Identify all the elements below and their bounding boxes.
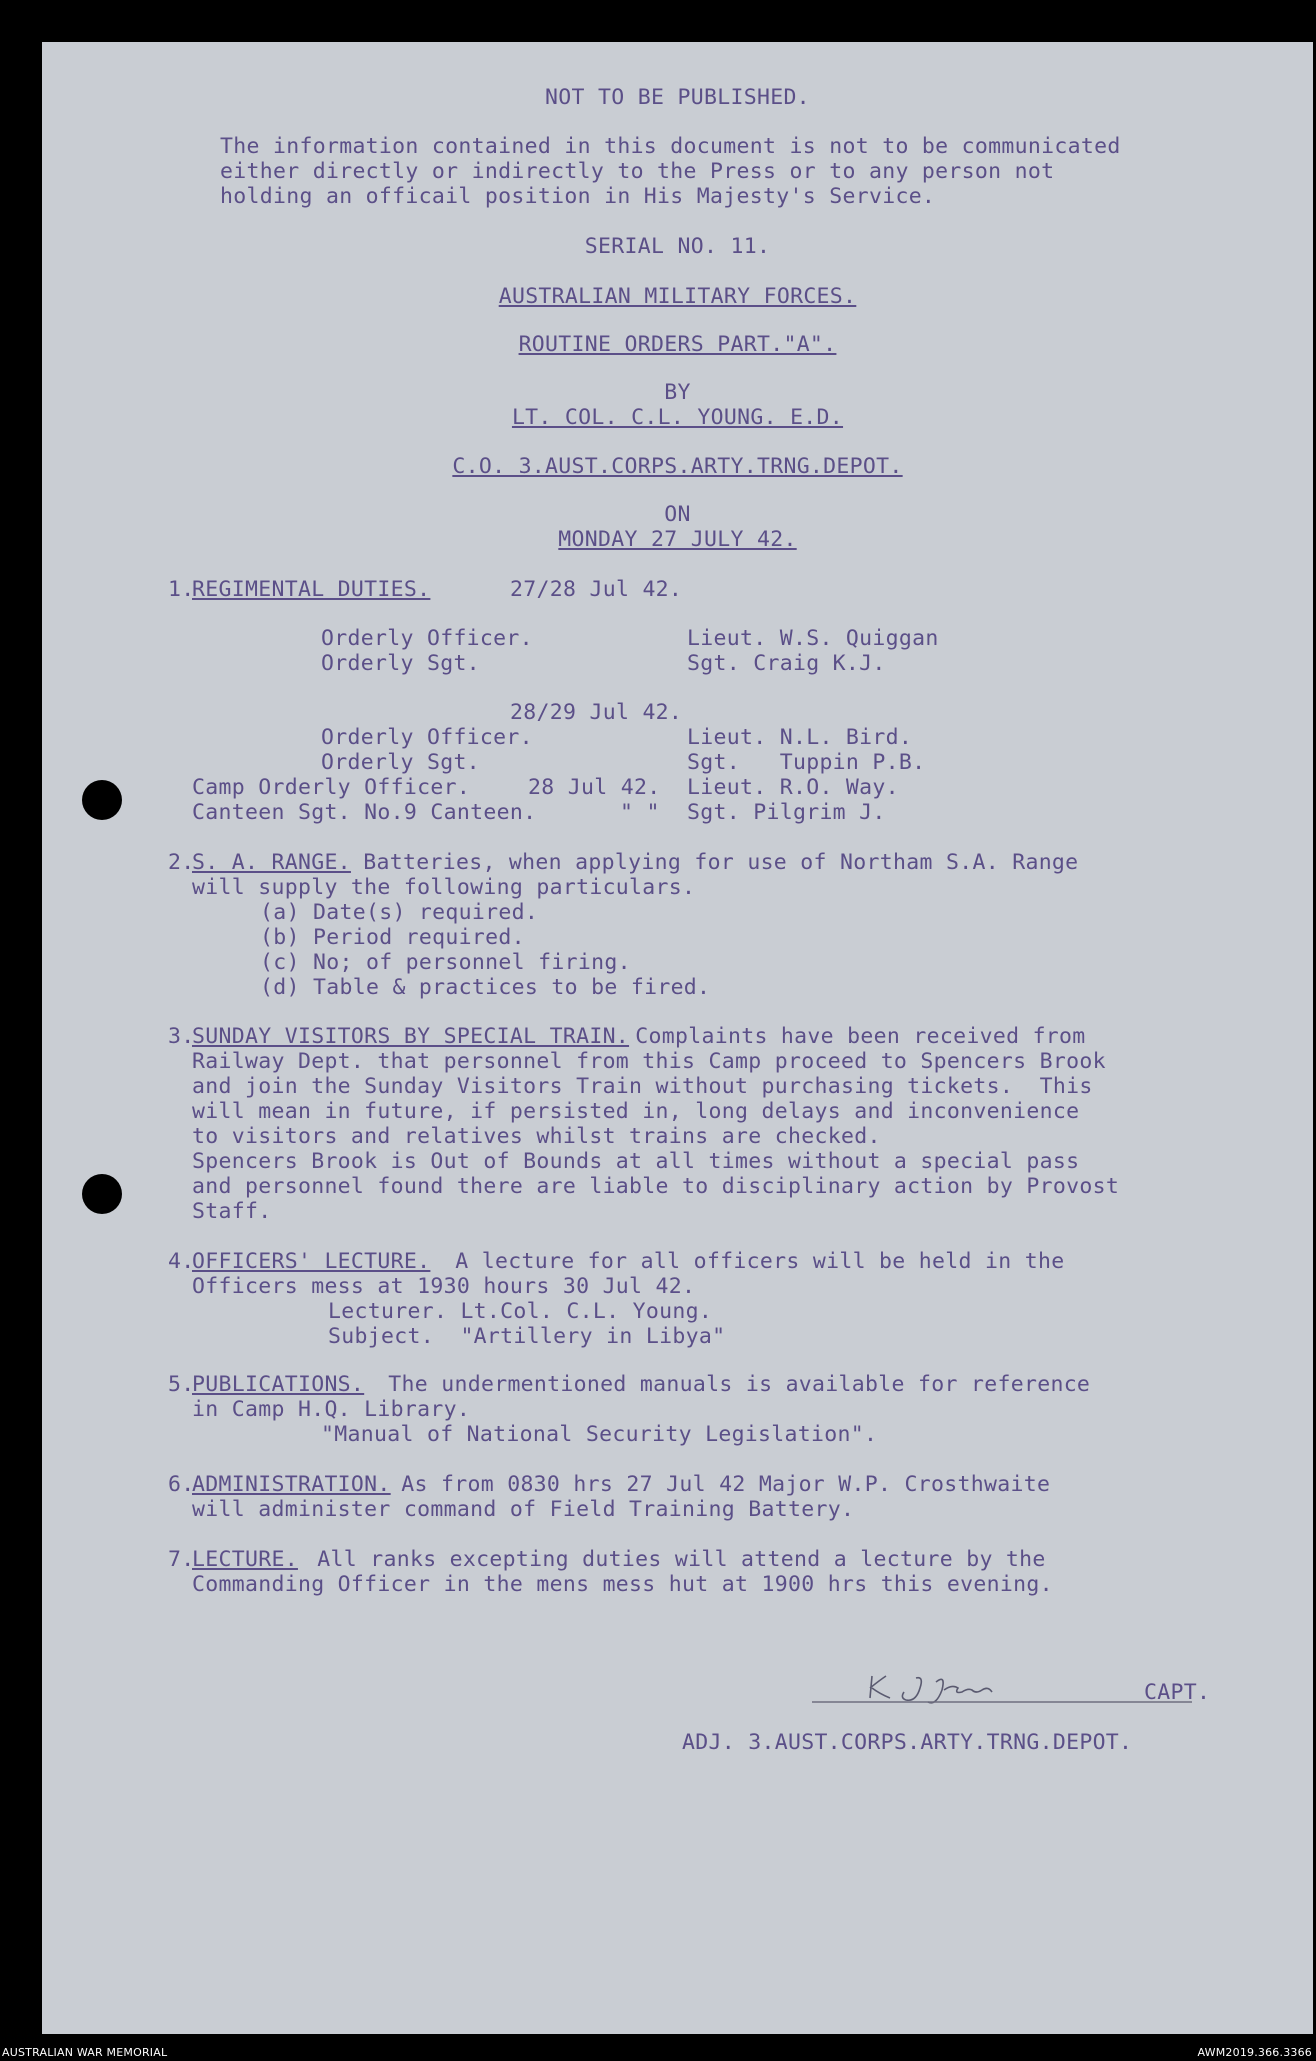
manual-title: "Manual of National Security Legislation". [321,1422,878,1447]
section-title-publications: PUBLICATIONS. [192,1372,365,1397]
item-number: 5. [168,1372,195,1397]
duty-value: Lieut. W.S. Quiggan [687,626,939,651]
section-title-lecture: LECTURE. [192,1547,298,1572]
notice-line: holding an officail position in His Majesty's Service. [220,184,936,209]
signatory-rank: CAPT. [1144,1680,1211,1705]
duty-label: Orderly Sgt. [321,750,480,775]
paragraph-line: and join the Sunday Visitors Train without purchasing tickets. This [192,1074,1093,1099]
list-item: (c) No; of personnel firing. [260,950,631,975]
item-number: 2. [168,850,195,875]
item-number: 3. [168,1024,195,1049]
section-title-sa-range: S. A. RANGE. [192,850,351,875]
orders-heading: ROUTINE ORDERS PART."A". [518,332,837,357]
item-number: 7. [168,1547,195,1572]
list-item: (a) Date(s) required. [260,900,539,925]
subject-line: Subject. "Artillery in Libya" [328,1324,726,1349]
paragraph-line: As from 0830 hrs 27 Jul 42 Major W.P. Crosthwaite [388,1472,1051,1497]
archive-reference: AWM2019.366.3366 [1197,2046,1312,2059]
serial-number: SERIAL NO. 11. [584,234,771,259]
duty-value: Lieut. N.L. Bird. [687,725,913,750]
item-number: 6. [168,1472,195,1497]
section-title-administration: ADMINISTRATION. [192,1472,391,1497]
ditto-marks: " " [620,800,660,825]
handwritten-signature [812,1672,1192,1706]
duty-date: 27/28 Jul 42. [510,577,683,602]
list-item: (d) Table & practices to be fired. [260,975,711,1000]
paragraph-line: and personnel found there are liable to disciplinary action by Provost [192,1174,1120,1199]
punch-hole [82,780,122,820]
signatory-title: ADJ. 3.AUST.CORPS.ARTY.TRNG.DEPOT. [682,1730,1133,1755]
unit-name: C.O. 3.AUST.CORPS.ARTY.TRNG.DEPOT. [452,454,903,479]
paragraph-line: Commanding Officer in the mens mess hut at 1900 hrs this evening. [192,1572,1053,1597]
duty-label: Camp Orderly Officer. [192,775,471,800]
document-page [42,42,1313,2034]
punch-hole [82,1174,122,1214]
forces-heading: AUSTRALIAN MILITARY FORCES. [498,284,857,309]
paragraph-line: Staff. [192,1199,272,1224]
item-number: 1. [168,577,195,602]
paragraph-line: Railway Dept. that personnel from this Camp proceed to Spencers Brook [192,1049,1106,1074]
duty-value: Sgt. Pilgrim J. [687,800,886,825]
paragraph-line: will administer command of Field Training Battery. [192,1497,855,1522]
duty-value: Sgt. Tuppin P.B. [687,750,926,775]
by-line: BY [664,380,691,405]
duty-value: Lieut. R.O. Way. [687,775,899,800]
notice-line: either directly or indirectly to the Press or to any person not [220,159,1055,184]
duty-label: Orderly Officer. [321,626,533,651]
commanding-officer: LT. COL. C.L. YOUNG. E.D. [511,405,844,430]
duty-value: Sgt. Craig K.J. [687,651,886,676]
section-title-regimental-duties: REGIMENTAL DUTIES. [192,577,431,602]
paragraph-line: will mean in future, if persisted in, long delays and inconvenience [192,1099,1080,1124]
duty-label: Orderly Officer. [321,725,533,750]
paragraph-line: All ranks excepting duties will attend a lecture by the [304,1547,1046,1572]
list-item: (b) Period required. [260,925,525,950]
order-date: MONDAY 27 JULY 42. [558,527,797,552]
paragraph-line: in Camp H.Q. Library. [192,1397,471,1422]
paragraph-line: Batteries, when applying for use of Northam S.A. Range [350,850,1079,875]
paragraph-line: Spencers Brook is Out of Bounds at all times without a special pass [192,1149,1080,1174]
paragraph-line: will supply the following particulars. [192,875,696,900]
item-number: 4. [168,1249,195,1274]
on-line: ON [664,502,691,527]
section-title-sunday-visitors: SUNDAY VISITORS BY SPECIAL TRAIN. [192,1024,630,1049]
paragraph-line: The undermentioned manuals is available for reference [375,1372,1091,1397]
duty-label: Orderly Sgt. [321,651,480,676]
lecturer-line: Lecturer. Lt.Col. C.L. Young. [328,1299,713,1324]
paragraph-line: to visitors and relatives whilst trains are checked. [192,1124,881,1149]
paragraph-line: Complaints have been received from [622,1024,1086,1049]
section-title-officers-lecture: OFFICERS' LECTURE. [192,1249,431,1274]
duty-label: Canteen Sgt. No.9 Canteen. [192,800,537,825]
paragraph-line: A lecture for all officers will be held in the [442,1249,1065,1274]
notice-line: The information contained in this document is not to be communicated [220,134,1121,159]
duty-date: 28 Jul 42. [528,775,661,800]
archive-credit: AUSTRALIAN WAR MEMORIAL [2,2046,168,2059]
paragraph-line: Officers mess at 1930 hours 30 Jul 42. [192,1274,696,1299]
duty-date: 28/29 Jul 42. [510,700,683,725]
not-published-heading: NOT TO BE PUBLISHED. [545,85,810,110]
